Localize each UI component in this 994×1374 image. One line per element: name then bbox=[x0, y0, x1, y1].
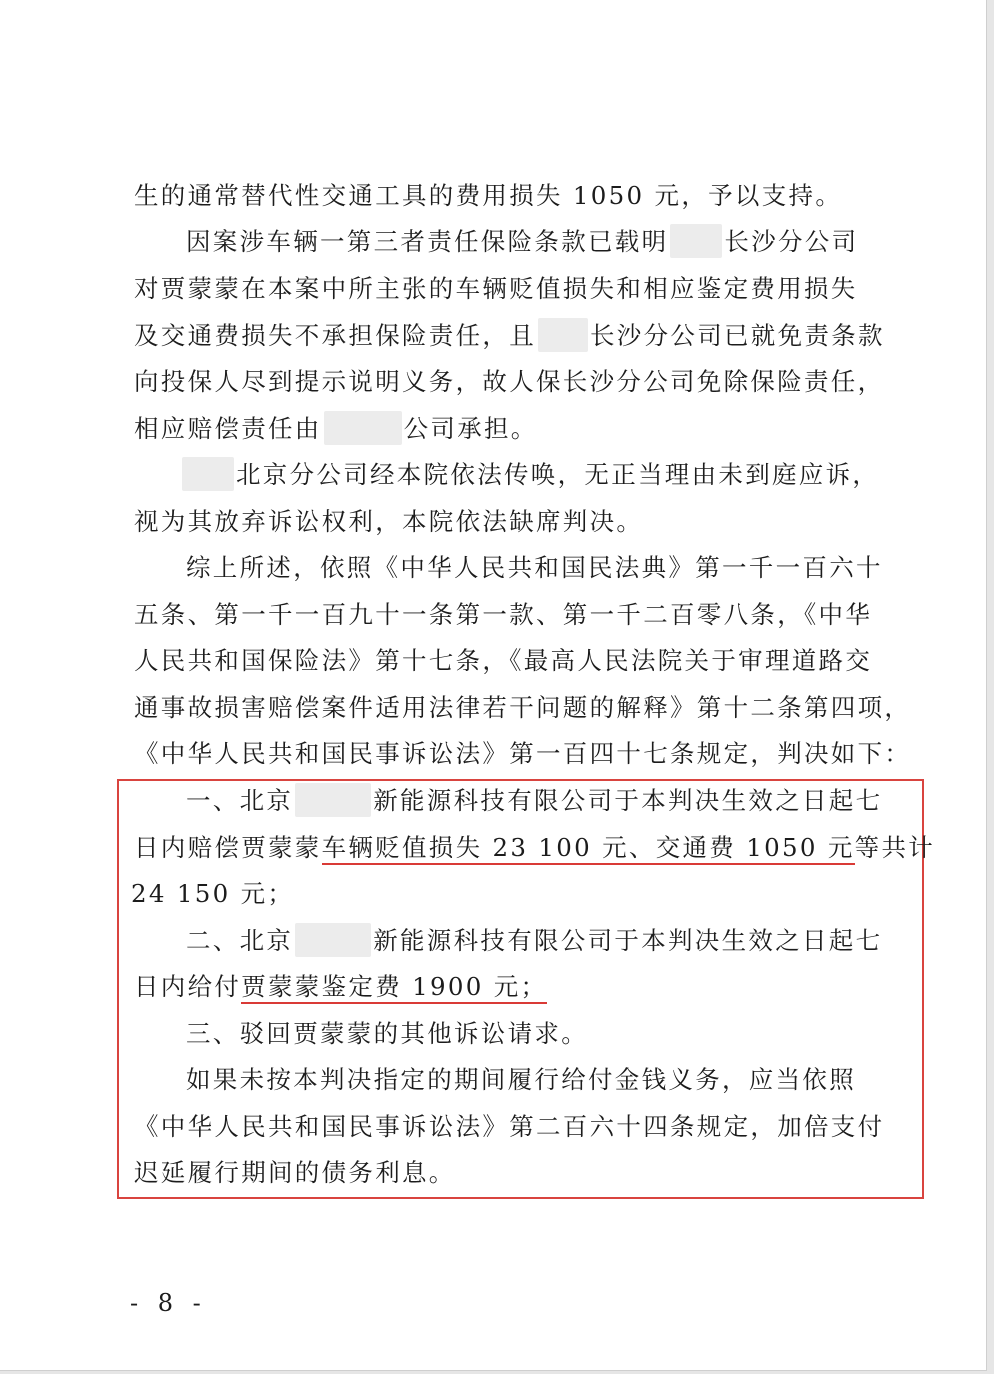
text-line: 日内赔偿贾蒙蒙车辆贬值损失 23 100 元、交通费 1050 元等共计 bbox=[134, 828, 864, 868]
redacted-name bbox=[295, 783, 371, 817]
text-line: 日内给付贾蒙蒙鉴定费 1900 元； bbox=[134, 967, 864, 1007]
text-line: 如果未按本判决指定的期间履行给付金钱义务，应当依照 bbox=[186, 1065, 856, 1094]
underlined-amount: 车辆贬值损失 23 100 元、交通费 1050 元 bbox=[322, 833, 855, 865]
text-line: 对贾蒙蒙在本案中所主张的车辆贬值损失和相应鉴定费用损失 bbox=[134, 274, 858, 303]
redacted-name bbox=[295, 923, 371, 957]
text-line: 相应赔偿责任由 公司承担。 bbox=[134, 409, 864, 449]
redacted-name bbox=[324, 411, 402, 445]
page-number: - 8 - bbox=[130, 1289, 207, 1317]
text-line: 二、北京 新能源科技有限公司于本判决生效之日起七 bbox=[186, 921, 864, 961]
redacted-name bbox=[670, 224, 722, 258]
text-line: 北京分公司经本院依法传唤，无正当理由未到庭应诉， bbox=[182, 455, 912, 495]
text-line: 向投保人尽到提示说明义务，故人保长沙分公司免除保险责任， bbox=[134, 367, 885, 396]
text-line: 视为其放弃诉讼权利，本院依法缺席判决。 bbox=[134, 507, 644, 536]
text-line: 通事故损害赔偿案件适用法律若干问题的解释》第十二条第四项， bbox=[134, 693, 912, 722]
redacted-name bbox=[182, 457, 234, 491]
text-line: 《中华人民共和国民事诉讼法》第二百六十四条规定，加倍支付 bbox=[134, 1112, 885, 1141]
text-line: 迟延履行期间的债务利息。 bbox=[134, 1158, 456, 1187]
text-line: 因案涉车辆一第三者责任保险条款已载明 长沙分公司 bbox=[186, 222, 864, 262]
text-line: 24 150 元； bbox=[131, 879, 295, 908]
text-line: 一、北京 新能源科技有限公司于本判决生效之日起七 bbox=[186, 781, 864, 821]
underlined-amount: 贾蒙蒙鉴定费 1900 元； bbox=[241, 972, 547, 1004]
text-line: 生的通常替代性交通工具的费用损失 1050 元，予以支持。 bbox=[134, 181, 843, 210]
text-line: 人民共和国保险法》第十七条，《最高人民法院关于审理道路交 bbox=[134, 646, 873, 675]
text-line: 及交通费损失不承担保险责任，且 长沙分公司已就免责条款 bbox=[134, 316, 864, 356]
text-line: 三、驳回贾蒙蒙的其他诉讼请求。 bbox=[186, 1019, 588, 1048]
text-line: 综上所述，依照《中华人民共和国民法典》第一千一百六十 bbox=[186, 553, 883, 582]
text-line: 《中华人民共和国民事诉讼法》第一百四十七条规定，判决如下： bbox=[134, 739, 912, 768]
text-line: 五条、第一千一百九十一条第一款、第一千二百零八条，《中华 bbox=[134, 600, 873, 629]
redacted-name bbox=[538, 318, 588, 352]
